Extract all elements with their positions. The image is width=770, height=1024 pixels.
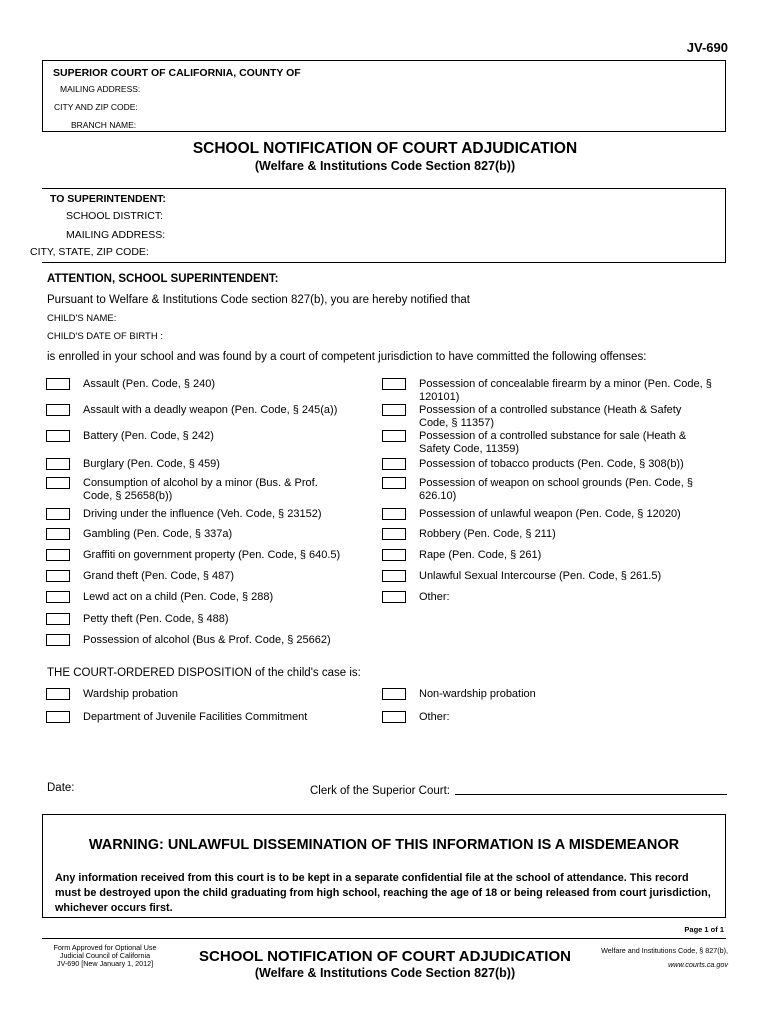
- footer-code-ref: Welfare and Institutions Code, § 827(b),: [601, 946, 728, 955]
- form-number: JV-690: [686, 40, 728, 55]
- offense-label: Possession of a controlled substance for sale (Heath & Safety Code, 11359): [419, 430, 687, 455]
- offense-label: Possession of a controlled substance (Heath & Safety Code, § 11357): [419, 404, 682, 429]
- disposition-label: Non-wardship probation: [419, 688, 536, 700]
- offense-checkbox[interactable]: [382, 458, 406, 470]
- court-info-box: [42, 60, 726, 132]
- offense-label: Gambling (Pen. Code, § 337a): [83, 528, 233, 540]
- footer-approved-3: JV-690 [New January 1, 2012]: [56, 959, 154, 968]
- footer-website[interactable]: www.courts.ca.gov: [668, 960, 728, 969]
- page-title: SCHOOL NOTIFICATION OF COURT ADJUDICATION: [192, 140, 578, 157]
- warning-box: [42, 814, 726, 918]
- offense-label: Possession of weapon on school grounds (Pen. Code, § 626.10): [419, 477, 693, 502]
- offense-checkbox[interactable]: [46, 508, 70, 520]
- intro-text: Pursuant to Welfare & Institutions Code section 827(b), you are hereby notified that: [47, 294, 470, 306]
- footer-divider: [42, 938, 726, 939]
- clerk-signature-line[interactable]: [455, 794, 727, 795]
- offense-label: Petty theft (Pen. Code, § 488): [83, 613, 229, 625]
- attention-heading: ATTENTION, SCHOOL SUPERINTENDENT:: [47, 273, 279, 285]
- childs-dob-label: CHILD'S DATE OF BIRTH :: [47, 331, 164, 342]
- offense-other-label: Other:: [419, 591, 450, 603]
- offense-checkbox[interactable]: [382, 508, 406, 520]
- branch-name-label: BRANCH NAME:: [71, 120, 137, 130]
- offense-label: Robbery (Pen. Code, § 211): [419, 528, 556, 540]
- offense-label: Consumption of alcohol by a minor (Bus. & Prof. Code, § 25658(b)): [83, 477, 318, 502]
- disposition-checkbox[interactable]: [382, 688, 406, 700]
- footer-approved-2: Judicial Council of California: [59, 951, 151, 960]
- offense-label: Assault (Pen. Code, § 240): [83, 378, 216, 390]
- footer-reference: [508, 944, 728, 972]
- court-title: SUPERIOR COURT OF CALIFORNIA, COUNTY OF: [53, 67, 301, 79]
- page-subtitle: (Welfare & Institutions Code Section 827(b)): [254, 159, 516, 173]
- disposition-label: Other:: [419, 711, 450, 723]
- offense-checkbox[interactable]: [46, 378, 70, 390]
- offense-label: Possession of unlawful weapon (Pen. Code, § 12020): [419, 508, 681, 520]
- offense-label: Graffiti on government property (Pen. Code, § 640.5): [83, 549, 341, 561]
- warning-title: WARNING: UNLAWFUL DISSEMINATION OF THIS INFORMATION IS A MISDEMEANOR: [88, 837, 680, 853]
- offense-checkbox[interactable]: [46, 477, 70, 489]
- clerk-label: Clerk of the Superior Court:: [310, 785, 450, 797]
- offense-label: Possession of alcohol (Bus & Prof. Code, § 25662): [83, 634, 331, 646]
- offense-label: Possession of concealable firearm by a minor (Pen. Code, § 120101): [419, 378, 712, 403]
- disposition-checkbox[interactable]: [46, 711, 70, 723]
- city-zip-label: CITY AND ZIP CODE:: [54, 102, 138, 112]
- offense-checkbox[interactable]: [46, 591, 70, 603]
- offense-label: Possession of tobacco products (Pen. Code, § 308(b)): [419, 458, 684, 470]
- footer-approved-1: Form Approved for Optional Use: [53, 943, 157, 952]
- disposition-checkbox[interactable]: [382, 711, 406, 723]
- offense-label: Driving under the influence (Veh. Code, § 23152): [83, 508, 322, 520]
- offense-label: Unlawful Sexual Intercourse (Pen. Code, § 261.5): [419, 570, 662, 582]
- disposition-heading: THE COURT-ORDERED DISPOSITION of the child's case is:: [47, 667, 361, 679]
- offense-checkbox[interactable]: [382, 570, 406, 582]
- offense-label: Lewd act on a child (Pen. Code, § 288): [83, 591, 274, 603]
- disposition-label: Wardship probation: [83, 688, 178, 700]
- childs-name-label: CHILD'S NAME:: [47, 313, 117, 324]
- superintendent-title: TO SUPERINTENDENT:: [50, 193, 166, 205]
- disposition-checkbox[interactable]: [46, 688, 70, 700]
- offense-checkbox[interactable]: [46, 528, 70, 540]
- offense-checkbox[interactable]: [382, 528, 406, 540]
- offense-checkbox[interactable]: [46, 634, 70, 646]
- offense-label: Battery (Pen. Code, § 242): [83, 430, 214, 442]
- offense-checkbox[interactable]: [46, 613, 70, 625]
- offense-checkbox[interactable]: [382, 430, 406, 442]
- offense-checkbox[interactable]: [382, 477, 406, 489]
- footer-title: SCHOOL NOTIFICATION OF COURT ADJUDICATION: [199, 948, 571, 965]
- offense-checkbox[interactable]: [46, 549, 70, 561]
- offense-checkbox[interactable]: [382, 591, 406, 603]
- city-state-zip-label: CITY, STATE, ZIP CODE:: [30, 246, 149, 258]
- offense-checkbox[interactable]: [382, 378, 406, 390]
- offense-label: Assault with a deadly weapon (Pen. Code, § 245(a)): [83, 404, 338, 416]
- offense-label: Rape (Pen. Code, § 261): [419, 549, 542, 561]
- page-number: Page 1 of 1: [684, 925, 724, 934]
- offense-label: Grand theft (Pen. Code, § 487): [83, 570, 235, 582]
- offense-label: Burglary (Pen. Code, § 459): [83, 458, 220, 470]
- superintendent-box: [30, 188, 726, 263]
- sup-mailing-address-label: MAILING ADDRESS:: [66, 229, 166, 241]
- enrolled-text: is enrolled in your school and was found by a court of competent jurisdiction to have committed the following offenses:: [47, 351, 647, 363]
- date-label: Date:: [47, 782, 75, 794]
- warning-body: Any information received from this court is to be kept in a separate confidential file at the school of attendance. This record must be destroyed upon the child graduating from high school, reaching the age of 18 or being released from court jurisdiction, whichever occurs first.: [55, 872, 711, 914]
- offense-checkbox[interactable]: [382, 404, 406, 416]
- offense-checkbox[interactable]: [46, 458, 70, 470]
- school-district-label: SCHOOL DISTRICT:: [66, 210, 164, 222]
- offense-checkbox[interactable]: [382, 549, 406, 561]
- disposition-label: Department of Juvenile Facilities Commitment: [83, 711, 308, 723]
- mailing-address-label: MAILING ADDRESS:: [60, 84, 141, 94]
- offense-checkbox[interactable]: [46, 430, 70, 442]
- offense-checkbox[interactable]: [46, 404, 70, 416]
- offense-checkbox[interactable]: [46, 570, 70, 582]
- footer-subtitle: (Welfare & Institutions Code Section 827(b)): [254, 966, 516, 980]
